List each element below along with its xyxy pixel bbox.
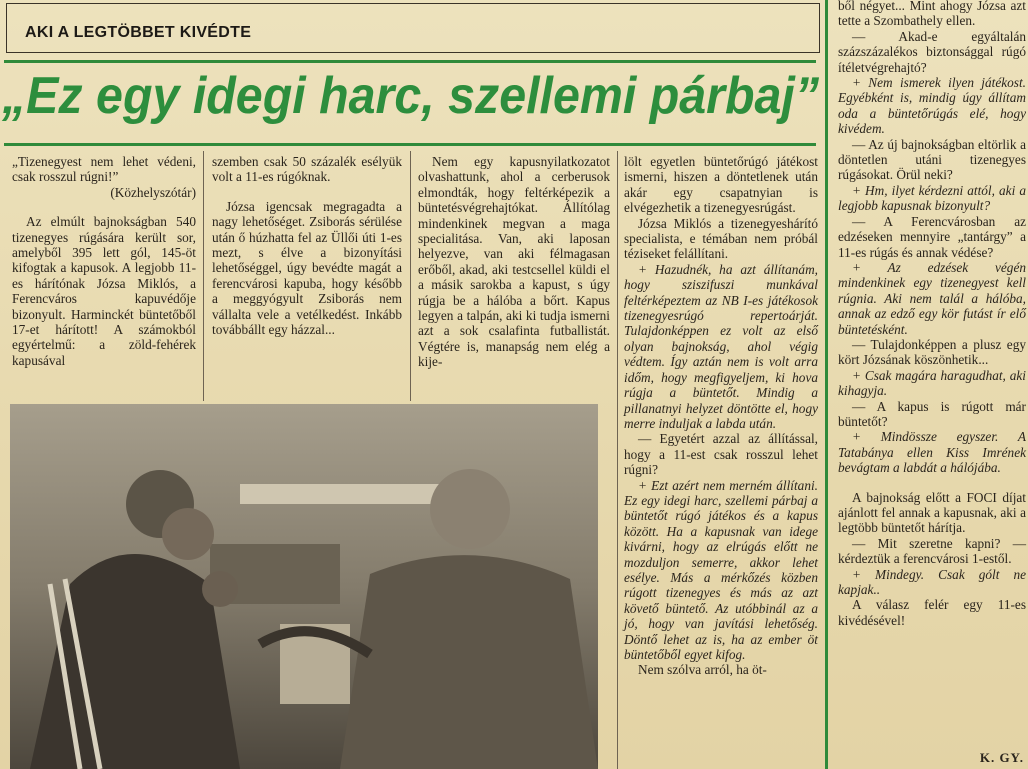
column-1 [12,154,196,368]
interview-question: — Az új bajnokságban eltörlik a döntetlen utáni tizenegyes rúgásokat. Örül neki? [838,136,1026,183]
headline-top-rule [4,60,816,63]
body-paragraph: Józsa Miklós a tizenegyeshárító specialista, e témában nem próbál téziseket felállítani. [624,215,818,262]
column-divider [617,151,618,769]
body-paragraph: Az elmúlt bajnokságban 540 tizenegyes rúgására került sor, amelyből 395 lett gól, 145-öt kifogtak a kapusok. A legjobb 11-es hárítónak Józsa Miklós, a Ferencváros kapuvédője bizonyult. Harminckét büntetőből 17-et hárított! A számokból egyértelmű: a zöld-fehérek kapusával [12,214,196,368]
column-divider [410,151,411,401]
interview-answer: + Hazudnék, ha azt állítanám, hogy sziszifuszi munkával feltérképeztem az NB I-es játékosok tizenegyesrúgó repertoárját. Tulajdonképpen ez volt az első olyan bajnokság, ahol végig védtem. Így aztán nem is volt arra időm, hogy megfigyeljem, ki hova rúgja a büntetőt. Mindig a pillanatnyi helyzet döntötte el, hogy merre induljak a labda után. [624,261,818,431]
epigraph-source: (Közhelyszótár) [110,184,196,200]
interview-question: — A Ferencvárosban az edzéseken mennyire „tantárgy” a 11-es rúgás és annak védése? [838,213,1026,260]
kicker-box [6,3,820,53]
interview-answer: + Ezt azért nem merném állítani. Ez egy idegi harc, szellemi párbaj a büntetőt rúgó játékos és a kapus között. Ha a kapusnak van idege kivárni, hogy az elrúgás előtt ne mozduljon semerre, akkor lehet esélye. Más a mérkőzés közben rúgott tizenegyes és más az azt követő büntető. Az utóbbinál az a jó, hogy van javítási lehetőség. Döntő lehet az is, ha az ember öt büntetőből egyet kifog. [624,477,818,662]
body-paragraph: Nem egy kapusnyilatkozatot olvashattunk, ahol a cerberusok elmondták, hogy feltérképezik a büntetésvégrehajtókat. Állítólag mindenkinek megvan a maga specialitása. Van, aki laposan helyezve, van aki félmagasan erőből, akad, aki testcsellel küldi el a másik sarokba a kapust, s úgy rúgja be a hálóba a bőrt. Kapus legyen a talpán, aki ki tudja ismerni azt a sok csalafinta futballistát. Végtére is, manapság nem elég a kije- [418,154,610,370]
body-paragraph: Józsa igencsak megragadta a nagy lehetőséget. Zsiborás sérülése után ő húzhatta fel az Üllői úti 1-es mezt, s élve a bizonyítási lehetőséggel, úgy bevédte magát a ferencvárosi kapuba, hogy később a meggyógyult Zsiborás nem vállalta vele a vetélkedést. Inkább továbbállt egy házzal... [212,198,402,338]
interview-question: — A kapus is rúgott már büntetőt? [838,398,1026,429]
column-4 [624,154,818,678]
epigraph-quote: „Tizenegyest nem lehet védeni, csak rosszul rúgni!” [12,154,196,185]
headline: „Ez egy idegi harc, szellemi párbaj” [2,67,820,125]
interview-question: — Tulajdonképpen a plusz egy kört Józsának köszönhetik... [838,336,1026,368]
interview-question: — Mit szeretne kapni? — kérdeztük a ferencvárosi 1-estől. [838,535,1026,567]
author-signature: K. GY. [979,750,1024,765]
interview-answer: + Mindegy. Csak gólt ne kapjak.. [838,566,1026,598]
column-2 [212,154,402,337]
column-5 [838,0,1026,628]
interview-answer: + Csak magára haragudhat, aki kihagyja. [838,367,1026,399]
body-paragraph: Nem szólva arról, ha öt- [638,662,767,678]
interview-question: — Egyetért azzal az állítással, hogy a 11-est csak rosszul lehet rúgni? [624,431,818,478]
interview-answer: + Az edzések végén mindenkinek egy tizenegyest kell rúgnia. Aki nem talál a hálóba, annak az edző egy kör futást ír elő büntetésként. [838,259,1026,337]
body-paragraph: lölt egyetlen büntetőrúgó játékost ismerni, hiszen a döntetlenek után akár egy csapatnyian is elvégezhetik a tizenegyesrúgást. [624,154,818,216]
column-3 [418,154,610,370]
sidebar-green-rule [825,0,828,769]
kicker: AKI A LEGTÖBBET KIVÉDTE [25,24,252,41]
body-paragraph: A bajnokság előtt a FOCI díjat ajánlott fel annak a kapusnak, aki a legtöbb büntetőt hárítja. [838,489,1026,536]
body-paragraph: ből négyet... Mint ahogy Józsa azt tette a Szombathely ellen. [838,0,1026,29]
headline-bottom-rule [4,143,816,146]
photo-players [10,404,598,769]
body-paragraph: A válasz felér egy 11-es kivédésével! [838,597,1026,628]
body-paragraph: szemben csak 50 százalék esélyük volt a 11-es rúgóknak. [212,154,402,185]
interview-answer: + Nem ismerek ilyen játékost. Egyébként is, mindig úgy állítam oda a büntetőrúgás elé, hogy kivédem. [838,75,1026,137]
column-divider [203,151,204,401]
interview-answer: + Mindössze egyszer. A Tatabánya ellen Kiss Imrének bevágtam a labdát a hálójába. [838,429,1026,476]
interview-question: — Akad-e egyáltalán százszázalékos biztonsággal rúgó ítéletvégrehajtó? [838,28,1026,75]
interview-answer: + Hm, ilyet kérdezni attól, aki a legjobb kapusnak bizonyult? [838,182,1026,214]
